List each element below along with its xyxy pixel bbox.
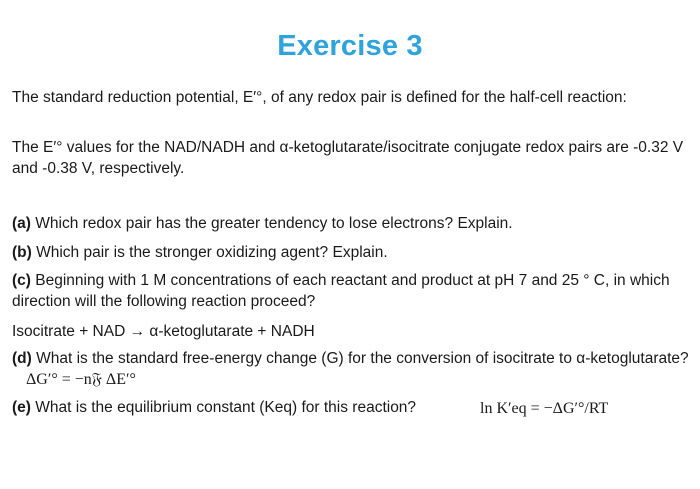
intro-paragraph-1: The standard reduction potential, E′°, of any redox pair is defined for the half-cell reaction: [12,89,627,106]
equilibrium-formula: ln K′eq = −ΔG′°/RT [480,400,609,417]
reaction-equation: Isocitrate + NAD → α-ketoglutarate + NADH [12,323,315,340]
question-c-text: Beginning with 1 M concentrations of each reactant and product at pH 7 and 25 ° C, in which direction will the following reaction proceed? [12,272,670,310]
question-a [12,213,696,234]
question-d-label: (d) [12,350,32,367]
question-c [12,270,696,312]
page-title: Exercise 3 [277,30,423,62]
question-b-label: (b) [12,244,32,261]
free-energy-formula: ΔG′° = −n𝔉 ΔE′° [26,371,136,388]
question-b [12,242,696,263]
question-b-text: Which pair is the stronger oxidizing agent? Explain. [36,244,388,261]
question-c-label: (c) [12,272,31,289]
question-e-text: What is the equilibrium constant (Keq) for this reaction? [35,399,417,416]
question-a-text: Which redox pair has the greater tendency to lose electrons? Explain. [35,215,513,232]
intro-paragraph-2: The E′° values for the NAD/NADH and α-ketoglutarate/isocitrate conjugate redox pairs are -0.32 V and -0.38 V, respectively. [12,139,684,177]
question-e-label: (e) [12,399,31,416]
question-d-text: What is the standard free-energy change (G) for the conversion of isocitrate to α-ketoglutarate? [36,350,689,367]
question-d [12,348,696,390]
question-a-label: (a) [12,215,31,232]
